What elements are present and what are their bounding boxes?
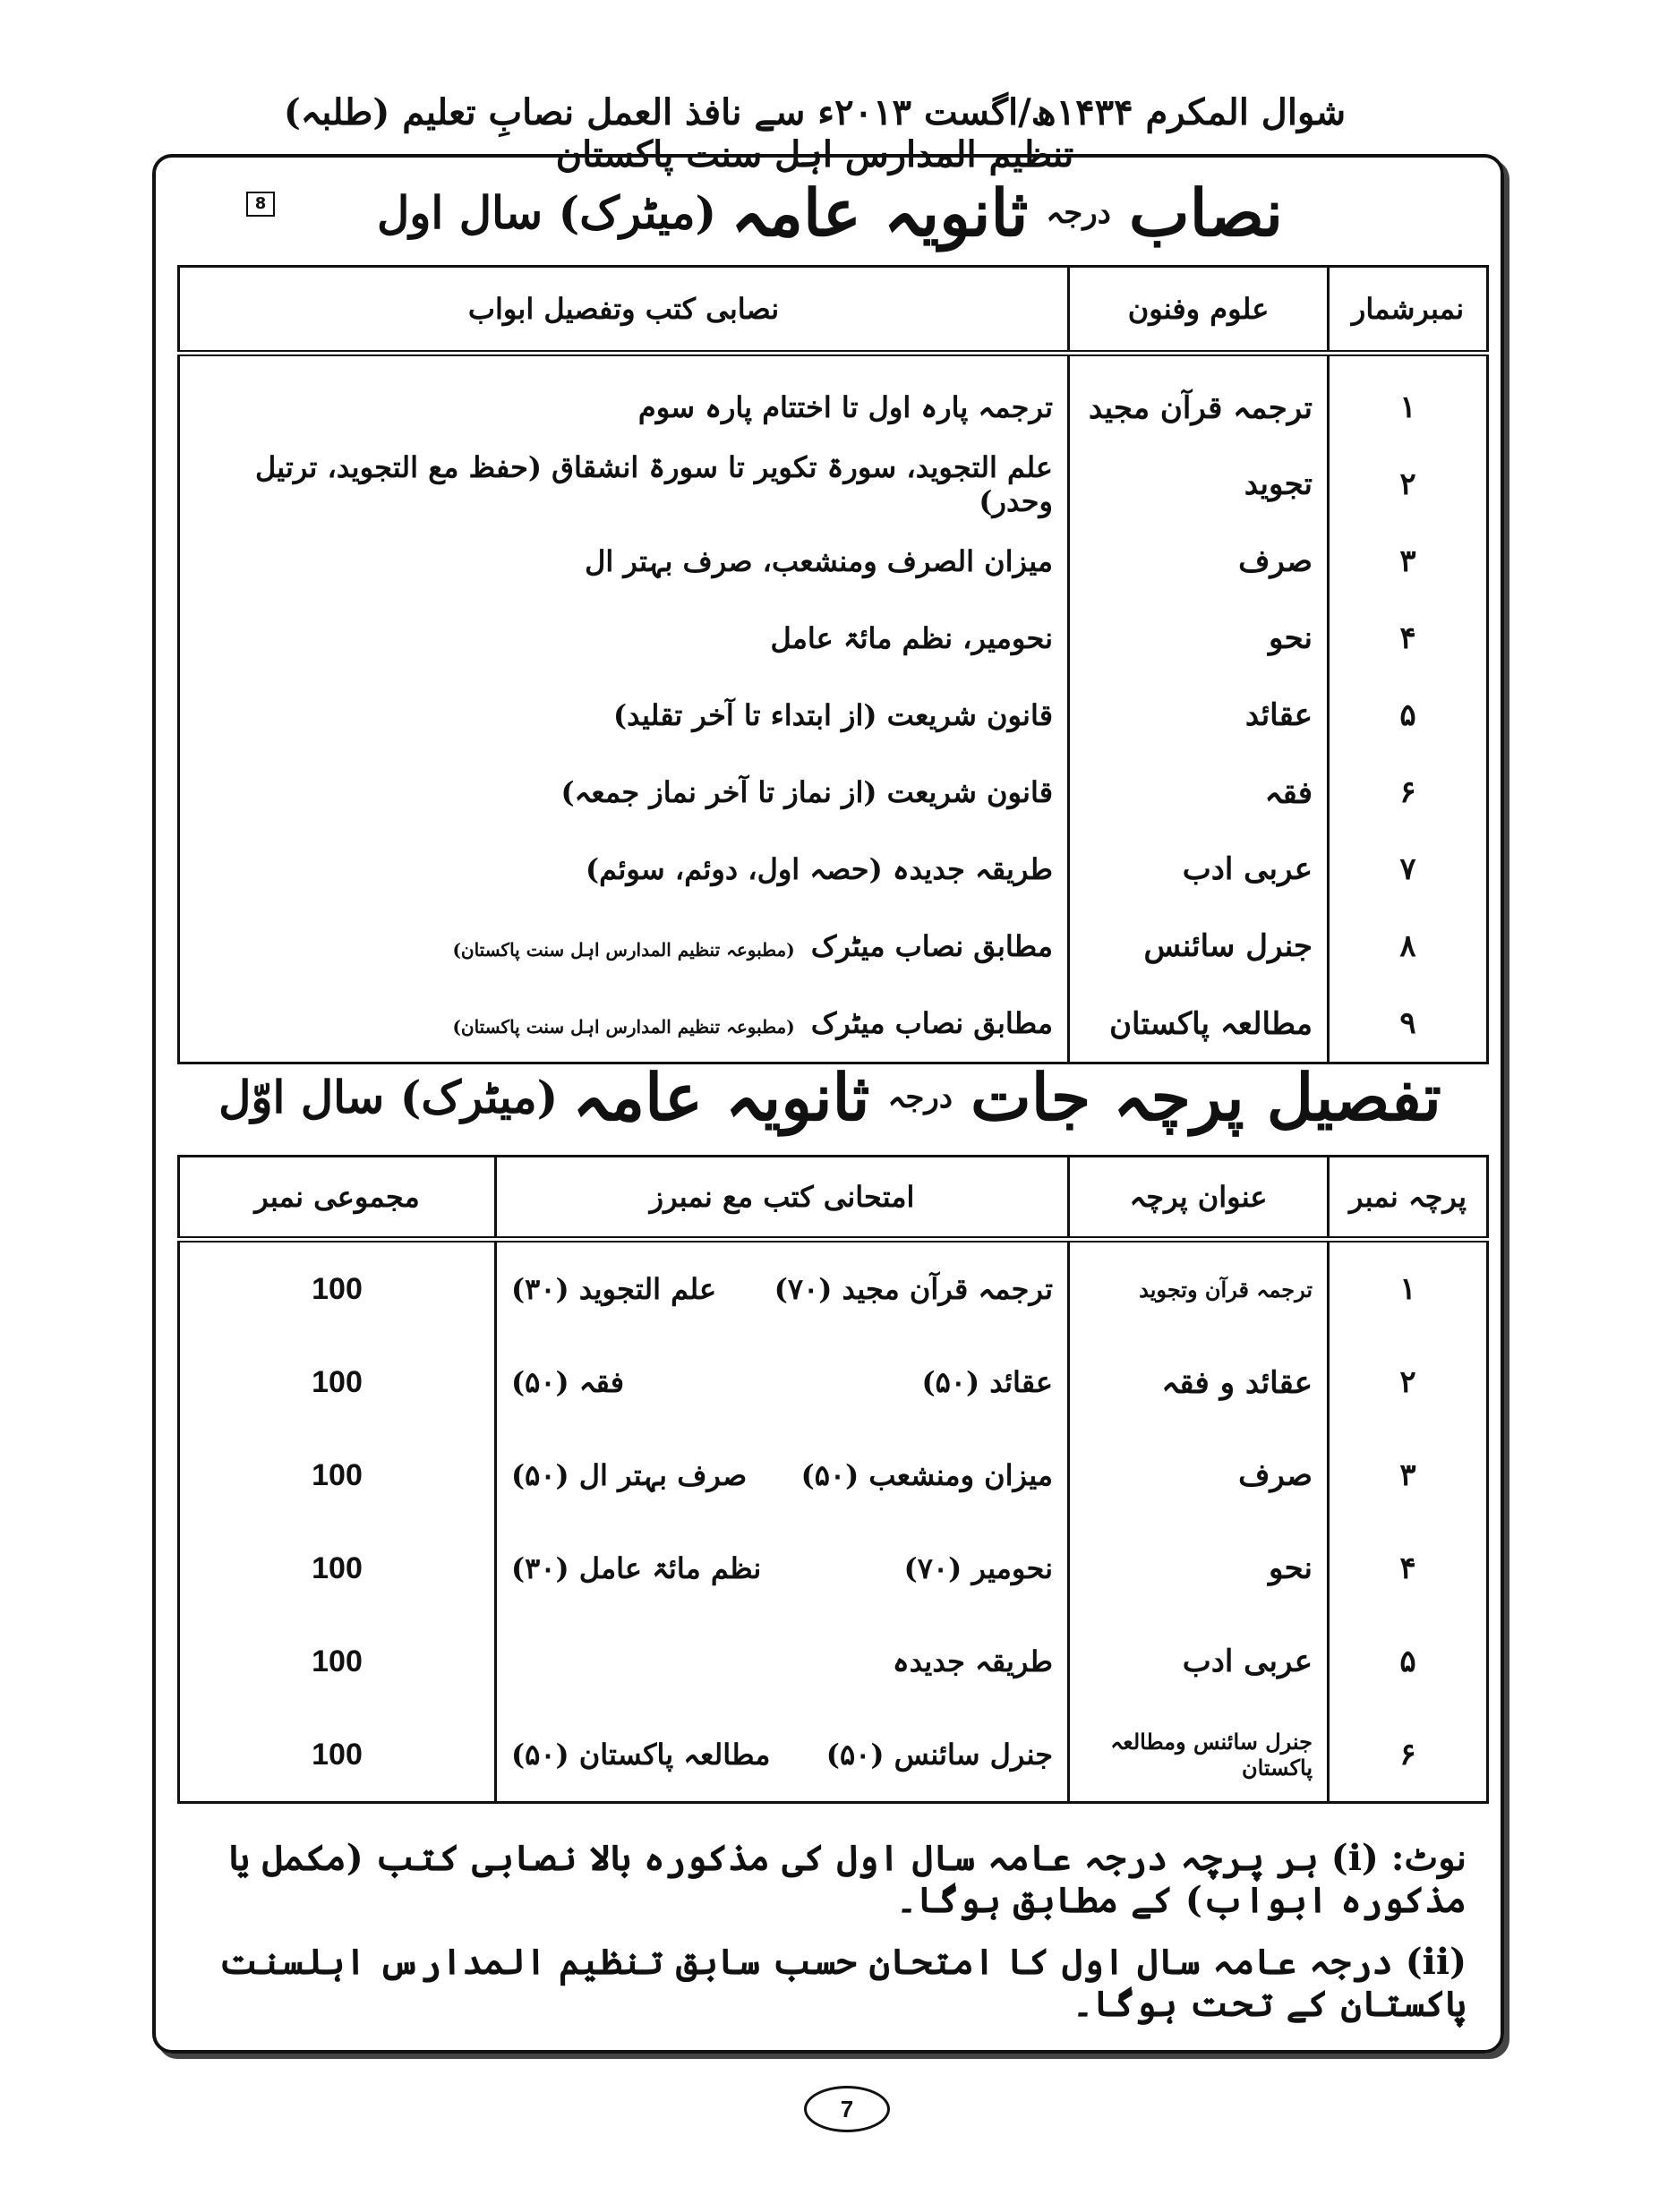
exam-book: میزان ومنشعب (۵۰) — [800, 1458, 1053, 1492]
syllabus-row — [179, 908, 1488, 985]
exam-book: نظم مائۃ عامل (۳۰) — [511, 1551, 762, 1585]
syllabus-row — [179, 446, 1488, 523]
exam-book: فقہ (۵۰) — [511, 1365, 625, 1399]
books-cell — [179, 754, 1069, 831]
exam-book: علم التجوید (۳۰) — [511, 1272, 717, 1306]
paper-number: ۶ — [1329, 1708, 1488, 1803]
paper-title: ترجمہ قرآن وتجوید — [1069, 1240, 1329, 1337]
serial-number: ۲ — [1329, 446, 1488, 523]
exam-items — [511, 1458, 1053, 1492]
exam-books-cell — [496, 1522, 1069, 1615]
section2-title-main: تفصیل پرچہ جات — [970, 1058, 1441, 1135]
total-marks: 100 — [179, 1615, 496, 1708]
subject-name: جنرل سائنس — [1069, 908, 1329, 985]
syllabus-row — [179, 677, 1488, 754]
note-2: (ii) درجہ عامہ سال اول کا امتحان حسب سابق تنظیم المدارس اہلسنت پاکستان کے تحت ہوگا۔ — [218, 1941, 1467, 2025]
paper-title: جنرل سائنس ومطالعہ پاکستان — [1069, 1708, 1329, 1803]
syllabus-row — [179, 354, 1488, 447]
serial-number: ۳ — [1329, 523, 1488, 600]
paper-row — [179, 1615, 1488, 1708]
books-cell — [179, 831, 1069, 908]
subject-name: نحو — [1069, 600, 1329, 677]
exam-book: نحومیر (۷۰) — [903, 1551, 1053, 1585]
exam-items — [511, 1272, 1053, 1306]
section1-title-main: نصاب — [1128, 174, 1284, 251]
paper-title: صرف — [1069, 1429, 1329, 1522]
section1-title-tail: (میٹرک) سال اول — [376, 185, 717, 239]
exam-book: جنرل سائنس (۵۰) — [825, 1738, 1053, 1772]
header-paper-title: عنوان پرچہ — [1069, 1157, 1329, 1240]
syllabus-table — [177, 265, 1489, 1064]
exam-items — [511, 1551, 1053, 1585]
subject-name: عقائد — [1069, 677, 1329, 754]
papers-header-row — [179, 1157, 1488, 1240]
paper-row — [179, 1708, 1488, 1803]
serial-number: ۹ — [1329, 985, 1488, 1063]
syllabus-row — [179, 831, 1488, 908]
page-number: 7 — [804, 2086, 890, 2132]
paper-title: عقائد و فقہ — [1069, 1336, 1329, 1429]
total-marks: 100 — [179, 1708, 496, 1803]
publisher-note: (مطبوعہ تنظیم المدارس اہل سنت پاکستان) — [452, 939, 795, 961]
books-text: میزان الصرف ومنشعب، صرف بہتر ال — [585, 544, 1053, 578]
section2-title-level: ثانویہ عامہ — [572, 1058, 870, 1135]
books-text: علم التجوید، سورۃ تکویر تا سورۃ انشقاق (حفظ مع التجوید، ترتیل وحدر) — [255, 450, 1053, 518]
exam-book: صرف بہتر ال (۵۰) — [511, 1458, 748, 1492]
section2-title-small: درجہ — [887, 1079, 953, 1115]
section2-title — [170, 1047, 1486, 1146]
exam-items — [511, 1365, 1053, 1399]
paper-number: ۳ — [1329, 1429, 1488, 1522]
paper-number: ۵ — [1329, 1615, 1488, 1708]
paper-number: ۱ — [1329, 1240, 1488, 1337]
books-text: مطابق نصاب میٹرک — [810, 1006, 1053, 1040]
paper-title: نحو — [1069, 1522, 1329, 1615]
books-cell — [179, 354, 1069, 447]
books-text: قانون شریعت (از نماز تا آخر نماز جمعہ) — [560, 775, 1053, 809]
serial-number: ۸ — [1329, 908, 1488, 985]
exam-books-cell — [496, 1336, 1069, 1429]
syllabus-row — [179, 523, 1488, 600]
header-paper-number: پرچہ نمبر — [1329, 1157, 1488, 1240]
books-text: مطابق نصاب میٹرک — [810, 929, 1053, 963]
subject-name: صرف — [1069, 523, 1329, 600]
books-cell — [179, 600, 1069, 677]
books-cell — [179, 677, 1069, 754]
exam-book: عقائد (۵۰) — [921, 1365, 1053, 1399]
books-text: نحومیر، نظم مائۃ عامل — [770, 621, 1053, 655]
subject-name: عربی ادب — [1069, 831, 1329, 908]
syllabus-row — [179, 600, 1488, 677]
subject-name: تجوید — [1069, 446, 1329, 523]
total-marks: 100 — [179, 1429, 496, 1522]
exam-books-cell — [496, 1240, 1069, 1337]
paper-title: عربی ادب — [1069, 1615, 1329, 1708]
books-text: طریقہ جدیدہ (حصہ اول، دوئم، سوئم) — [586, 852, 1053, 886]
books-cell — [179, 908, 1069, 985]
exam-book: ترجمہ قرآن مجید (۷۰) — [774, 1272, 1053, 1306]
subject-name: مطالعہ پاکستان — [1069, 985, 1329, 1063]
books-text: ترجمہ پارہ اول تا اختتام پارہ سوم — [637, 390, 1053, 424]
paper-number: ۴ — [1329, 1522, 1488, 1615]
books-cell — [179, 523, 1069, 600]
paper-row — [179, 1336, 1488, 1429]
books-cell — [179, 446, 1069, 523]
section2-title-tail: (میٹرک) سال اوّل — [218, 1070, 559, 1123]
serial-number: ۶ — [1329, 754, 1488, 831]
note-1: نوٹ: (i) ہر پرچہ درجہ عامہ سال اول کی مذکورہ بالا نصابی کتب (مکمل یا مذکورہ ابواب) کے مطابق ہوگا۔ — [228, 1837, 1467, 1921]
serial-number: ۷ — [1329, 831, 1488, 908]
header-subject: علوم وفنون — [1069, 267, 1329, 354]
section1-title — [170, 163, 1486, 261]
header-exam-books: امتحانی کتب مع نمبرز — [496, 1157, 1069, 1240]
section1-title-small: درجہ — [1046, 194, 1111, 231]
total-marks: 100 — [179, 1240, 496, 1337]
total-marks: 100 — [179, 1336, 496, 1429]
side-badge: 8 — [246, 192, 275, 217]
paper-row — [179, 1240, 1488, 1337]
paper-row — [179, 1522, 1488, 1615]
paper-row — [179, 1429, 1488, 1522]
exam-books-cell — [496, 1429, 1069, 1522]
exam-items — [511, 1644, 1053, 1678]
total-marks: 100 — [179, 1522, 496, 1615]
exam-books-cell — [496, 1708, 1069, 1803]
header-total-marks: مجموعی نمبر — [179, 1157, 496, 1240]
section1-title-level: ثانویہ عامہ — [731, 174, 1029, 251]
exam-items — [511, 1738, 1053, 1772]
paper-number: ۲ — [1329, 1336, 1488, 1429]
books-text: قانون شریعت (از ابتداء تا آخر تقلید) — [613, 698, 1053, 732]
serial-number: ۱ — [1329, 354, 1488, 447]
syllabus-header-row — [179, 267, 1488, 354]
exam-book: طریقہ جدیدہ — [892, 1644, 1053, 1678]
header-books: نصابی کتب وتفصیل ابواب — [179, 267, 1069, 354]
exam-book: مطالعہ پاکستان (۵۰) — [511, 1738, 771, 1772]
serial-number: ۵ — [1329, 677, 1488, 754]
subject-name: ترجمہ قرآن مجید — [1069, 354, 1329, 447]
page-header: شوال المکرم ۱۴۳۴ھ/اگست ۲۰۱۳ء سے نافذ العمل نصابِ تعلیم (طلبہ) تنظیم المدارس اہل سنت پاکستان — [283, 91, 1347, 175]
header-serial: نمبرشمار — [1329, 267, 1488, 354]
papers-table — [177, 1155, 1489, 1804]
exam-books-cell — [496, 1615, 1069, 1708]
serial-number: ۴ — [1329, 600, 1488, 677]
subject-name: فقہ — [1069, 754, 1329, 831]
syllabus-row — [179, 754, 1488, 831]
publisher-note: (مطبوعہ تنظیم المدارس اہل سنت پاکستان) — [452, 1016, 795, 1038]
